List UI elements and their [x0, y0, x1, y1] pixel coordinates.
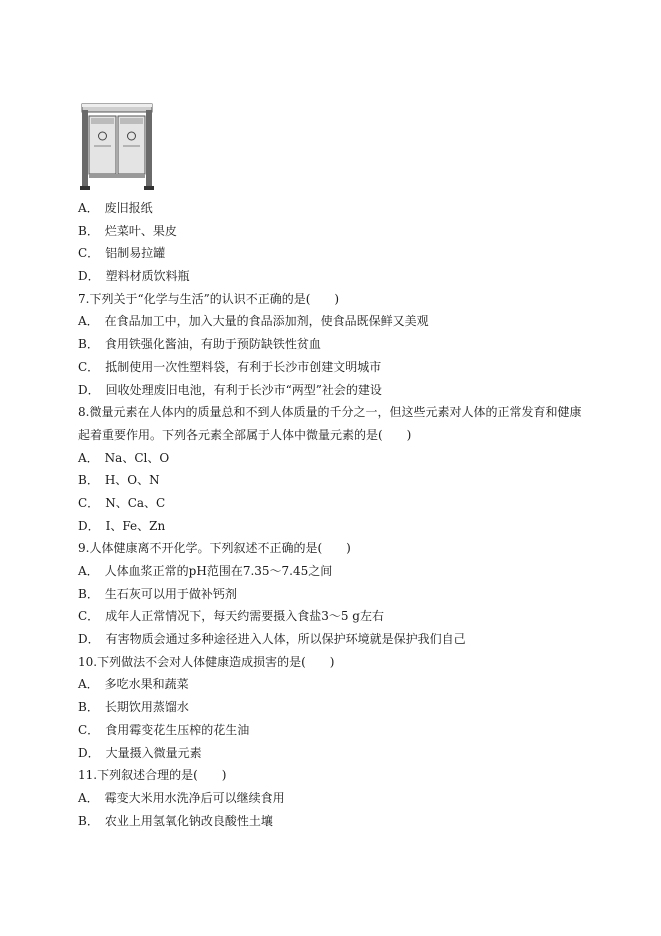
question-content	[78, 197, 590, 832]
q9-option-a: A． 人体血浆正常的pH范围在7.35～7.45之间	[78, 564, 333, 579]
q6-option-c: C． 铝制易拉罐	[78, 246, 166, 261]
q9-option-b: B． 生石灰可以用于做补钙剂	[78, 586, 237, 601]
q10-option-a: A． 多吃水果和蔬菜	[78, 677, 189, 692]
q7-option-d: D． 回收处理废旧电池，有利于长沙市“两型”社会的建设	[78, 382, 382, 397]
q10-option-d: D． 大量摄入微量元素	[78, 745, 202, 760]
q7-option-c: C． 抵制使用一次性塑料袋，有利于长沙市创建文明城市	[78, 359, 382, 374]
q8-option-a: A． Na、Cl、O	[78, 450, 170, 465]
q10-option-b: B． 长期饮用蒸馏水	[78, 700, 189, 715]
q6-option-d: D． 塑料材质饮料瓶	[78, 269, 190, 284]
q7-option-b: B． 食用铁强化酱油，有助于预防缺铁性贫血	[78, 337, 321, 352]
q10-option-c: C． 食用霉变花生压榨的花生油	[78, 722, 250, 737]
q11-option-a: A． 霉变大米用水洗净后可以继续食用	[78, 790, 285, 805]
q6-option-a: A． 废旧报纸	[78, 201, 153, 215]
q7-stem: 7.下列关于“化学与生活”的认识不正确的是( )	[78, 291, 340, 306]
q6-option-b: B． 烂菜叶、果皮	[78, 223, 177, 238]
q8-option-d: D． I、Fe、Zn	[78, 518, 166, 533]
q11-stem: 11.下列叙述合理的是( )	[78, 768, 227, 783]
q10-stem: 10.下列做法不会对人体健康造成损害的是( )	[78, 654, 335, 669]
q8-option-c: C． N、Ca、C	[78, 495, 166, 510]
recycling-bin-image	[80, 100, 154, 192]
q8-option-b: B． H、O、N	[78, 473, 160, 488]
q11-option-b: B． 农业上用氢氧化钠改良酸性土壤	[78, 813, 273, 828]
q8-stem: 8.微量元素在人体内的质量总和不到人体质量的千分之一，但这些元素对人体的正常发育和健康起着重要作用。下列各元素全部属于人体中微量元素的是( )	[78, 405, 582, 442]
q9-stem: 9.人体健康离不开化学。下列叙述不正确的是( )	[78, 541, 351, 556]
q9-option-d: D． 有害物质会通过多种途径进入人体，所以保护环境就是保护我们自己	[78, 632, 466, 647]
q9-option-c: C． 成年人正常情况下，每天约需要摄入食盐3～5 g左右	[78, 609, 384, 624]
q7-option-a: A． 在食品加工中，加入大量的食品添加剂，使食品既保鲜又美观	[78, 314, 429, 329]
